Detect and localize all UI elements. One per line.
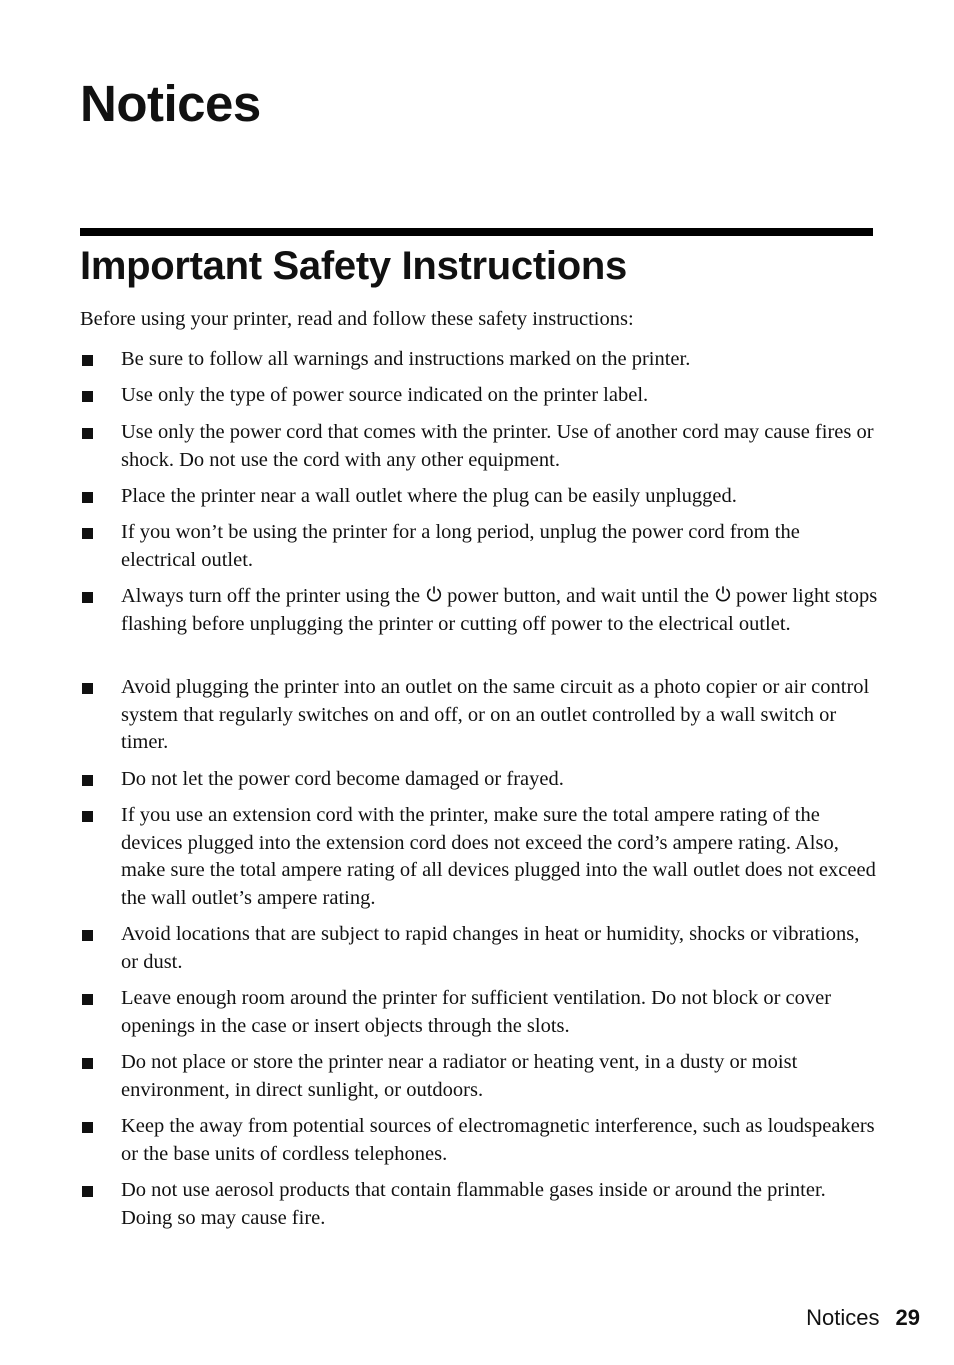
list-item: [80, 766, 880, 794]
list-item-text: Do not let the power cord become damaged or frayed.: [121, 768, 564, 790]
bullet-icon: [82, 1058, 93, 1069]
bullet-icon: [82, 528, 93, 539]
list-item: [80, 483, 880, 511]
list-item: [80, 382, 880, 410]
list-item-text: Leave enough room around the printer for sufficient ventilation. Do not block or cover openings in the case or insert objects through the slots.: [121, 987, 832, 1037]
list-item: [80, 1177, 880, 1232]
list-item: [80, 346, 880, 374]
section-rule: [80, 228, 873, 236]
page-number: 29: [895, 1305, 920, 1330]
list-item: [80, 419, 880, 474]
list-item-text: Avoid locations that are subject to rapid changes in heat or humidity, shocks or vibrations, or dust.: [121, 923, 860, 973]
list-item-text: Place the printer near a wall outlet where the plug can be easily unplugged.: [121, 485, 737, 507]
bullet-icon: [82, 355, 93, 366]
bullet-icon: [82, 775, 93, 786]
bullet-icon: [82, 683, 93, 694]
bullet-icon: [82, 1122, 93, 1133]
list-item-text: Use only the type of power source indicated on the printer label.: [121, 384, 649, 406]
list-item-text: Do not place or store the printer near a radiator or heating vent, in a dusty or moist environment, in direct sunlight, or outdoors.: [121, 1051, 798, 1101]
section-title: Important Safety Instructions: [80, 244, 627, 288]
intro-text: Before using your printer, read and follow these safety instructions:: [80, 308, 634, 330]
list-item-text: If you won’t be using the printer for a long period, unplug the power cord from the electrical outlet.: [121, 521, 800, 571]
list-item: [80, 1049, 880, 1104]
list-item-text: Be sure to follow all warnings and instructions marked on the printer.: [121, 348, 691, 370]
page-title: Notices: [80, 75, 261, 132]
power-icon: [714, 585, 732, 603]
bullet-icon: [82, 994, 93, 1005]
bullet-icon: [82, 1186, 93, 1197]
list-item-text: If you use an extension cord with the printer, make sure the total ampere rating of the devices plugged into the extension cord does not exceed the cord’s ampere rating. Also, make sure the total ampere rating of all devices plugged into the wall outlet does not exceed the wall outlet’s ampere rating.: [121, 804, 876, 909]
list-item-text: Do not use aerosol products that contain flammable gases inside or around the printer. Doing so may cause fire.: [121, 1179, 826, 1229]
bullet-icon: [82, 492, 93, 503]
list-item: [80, 674, 880, 757]
list-item-text: Avoid plugging the printer into an outlet on the same circuit as a photo copier or air control system that regularly switches on and off, or on an outlet controlled by a wall switch or timer.: [121, 676, 870, 753]
list-item: [80, 519, 880, 574]
bullet-icon: [82, 811, 93, 822]
list-item: [80, 802, 880, 912]
list-item-text: Use only the power cord that comes with the printer. Use of another cord may cause fires or shock. Do not use the cord with any other equipment.: [121, 421, 874, 471]
list-item: [80, 985, 880, 1040]
page-footer: [806, 1302, 920, 1334]
bullet-icon: [82, 428, 93, 439]
power-icon: [425, 585, 443, 603]
bullet-icon: [82, 592, 93, 603]
bullet-icon: [82, 930, 93, 941]
list-item: [80, 921, 880, 976]
bullet-icon: [82, 391, 93, 402]
list-item: [80, 583, 880, 638]
list-item-text: Keep the away from potential sources of electromagnetic interference, such as loudspeakers or the base units of cordless telephones.: [121, 1115, 875, 1165]
footer-section-name: Notices: [806, 1305, 880, 1330]
list-item: [80, 1113, 880, 1168]
list-item-text: Always turn off the printer using the power button, and wait until the power light stops flashing before unplugging the printer or cutting off power to the electrical outlet.: [121, 585, 878, 635]
